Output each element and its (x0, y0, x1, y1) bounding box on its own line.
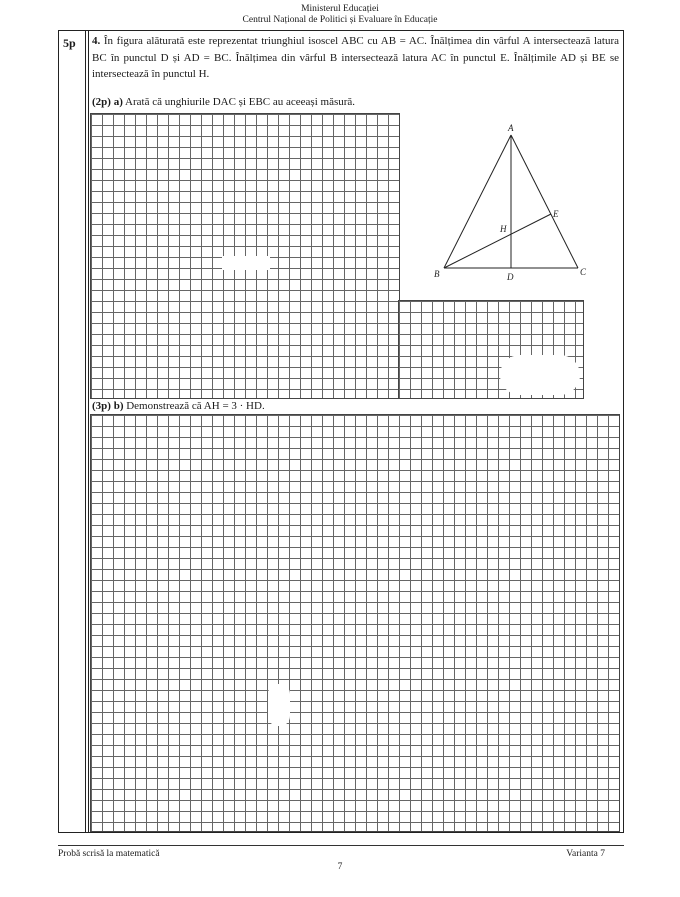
scan-gap (500, 355, 580, 395)
footer-divider (58, 845, 624, 846)
footer-variant: Varianta 7 (566, 849, 605, 859)
part-b-text: Demonstrează că AH = 3 · HD. (126, 400, 265, 412)
label-h: H (500, 224, 507, 234)
footer-subject: Probă scrisă la matematică (58, 849, 160, 859)
label-b: B (434, 269, 440, 279)
ministry-name: Ministerul Educației (301, 4, 379, 14)
problem-statement (92, 33, 619, 83)
triangle-diagram (420, 118, 610, 293)
label-c: C (580, 267, 587, 277)
label-d: D (507, 272, 514, 282)
points-column-divider (85, 30, 89, 833)
answer-grid-b[interactable] (90, 414, 620, 832)
triangle-figure (420, 118, 610, 293)
page-header (0, 4, 680, 26)
part-b-prompt (92, 400, 265, 412)
scan-gap (268, 684, 290, 726)
part-a-prompt (92, 96, 355, 108)
part-a-points: (2p) (92, 96, 111, 108)
label-a: A (508, 123, 514, 133)
page-number: 7 (337, 862, 343, 872)
scan-gap (222, 256, 270, 270)
problem-text: În figura alăturată este reprezentat triunghiul isoscel ABC cu AB = AC. Înălțimea din vârful A intersectează latura BC în punctul D și AD = BC. Înălțimea din vârful B intersectează latura AC în punctul E. Înălțimile AD și BE se intersectează în punctul H. (92, 35, 619, 80)
points-column (58, 30, 86, 833)
part-a-label: a) (113, 96, 123, 108)
problem-number: 4. (92, 35, 101, 47)
center-name: Centrul Național de Politici și Evaluare în Educație (242, 15, 438, 25)
part-a-text: Arată că unghiurile DAC și EBC au aceeași măsură. (125, 96, 356, 108)
label-e: E (553, 209, 559, 219)
part-b-points: (3p) (92, 400, 111, 412)
problem-points: 5p (63, 36, 76, 50)
part-b-label: b) (113, 400, 124, 412)
